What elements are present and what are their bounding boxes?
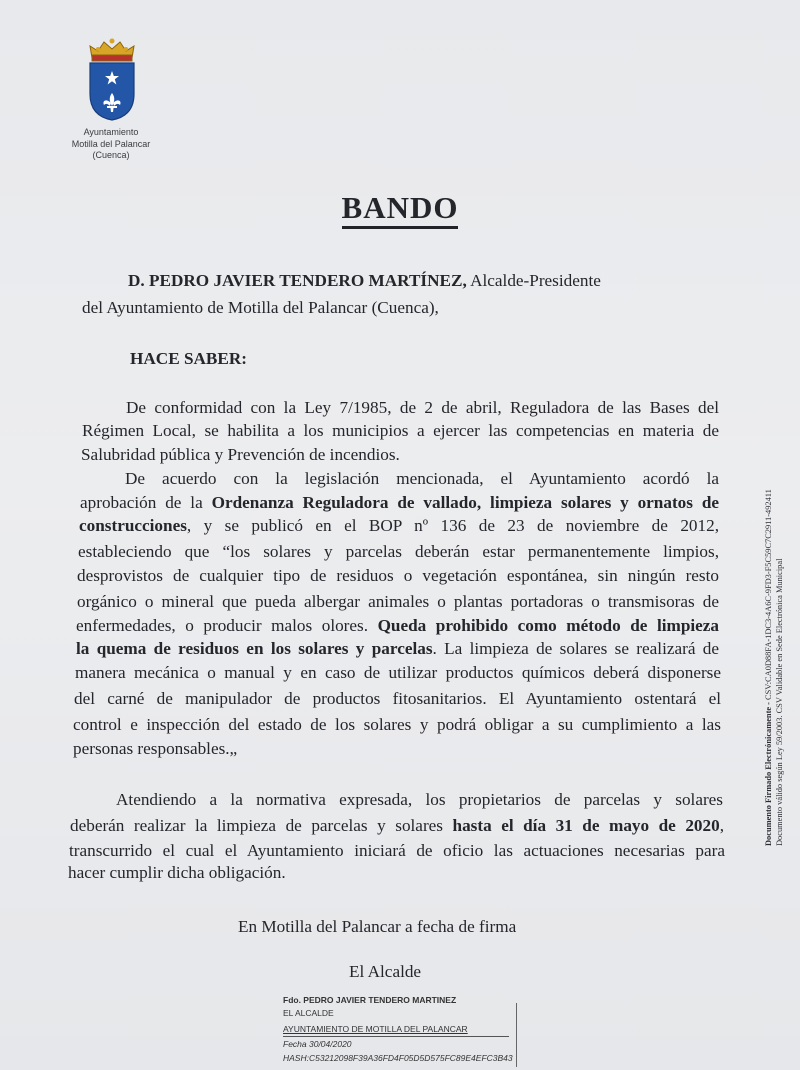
p2-line-6: orgánico o mineral que pueda albergar animales o plantas portadoras o transmisoras de [77, 592, 719, 611]
p2-line-11: control e inspección del estado de los solares y podrá obligar a su cumplimiento a las [73, 715, 721, 734]
closing-place-date: En Motilla del Palancar a fecha de firma [238, 917, 517, 936]
p1-line-2: Régimen Local, se habilita a los municipios a ejercer las competencias en materia de [82, 421, 719, 440]
p2-line-10: del carné de manipulador de productos fitosanitarios. El Ayuntamiento ostentará el [74, 689, 721, 708]
document-title [0, 190, 800, 226]
crest-caption [52, 127, 170, 162]
p2-line-1: De acuerdo con la legislación mencionada, el Ayuntamiento acordó la [125, 469, 719, 488]
p3-line-2: deberán realizar la limpieza de parcelas y solares hasta el día 31 de mayo de 2020, [70, 816, 724, 835]
p2-line-4: estableciendo que “los solares y parcelas deberán estar permanentemente limpios, [78, 542, 719, 561]
p2-line-12: personas responsables.„ [73, 739, 238, 758]
crest-caption-line: Ayuntamiento [83, 127, 139, 137]
signature-role: EL ALCALDE [283, 1008, 334, 1018]
prohibition-text: Queda prohibido como método de limpieza [377, 616, 720, 635]
p3-line-3: transcurrido el cual el Ayuntamiento iniciará de oficio las actuaciones necesarias para [69, 841, 725, 860]
deadline-text: hasta el día 31 de mayo de 2020 [452, 816, 720, 835]
p1-line-1: De conformidad con la Ley 7/1985, de 2 de abril, Reguladora de las Bases del [126, 398, 719, 417]
p2-line-3: construcciones, y se publicó en el BOP nº 136 de 23 de noviembre de 2012, [79, 516, 719, 535]
document-title-text: BANDO [342, 190, 459, 229]
signature-divider [283, 1036, 509, 1037]
p1-line-3: Salubridad pública y Prevención de incendios. [81, 445, 400, 464]
intro-line-1 [128, 270, 601, 292]
hace-saber-heading: HACE SABER: [130, 349, 247, 368]
p2-line-7: enfermedades, o producir malos olores. Queda prohibido como método de limpieza [76, 616, 720, 635]
p2-line-5: desprovistos de cualquier tipo de residuos o vegetación espontánea, sin ningún resto [77, 566, 719, 585]
side-note-line-1: Documento Firmado Electrónicamente - CSV:CA0D88FA-1DC3-4A6C-9FD3-F5C59C7C2911-492411 [764, 489, 773, 846]
signature-margin-line [516, 1003, 517, 1067]
mayor-title: Alcalde-Presidente [466, 271, 601, 290]
crest-caption-line: Motilla del Palancar [71, 138, 151, 149]
p3-line-1: Atendiendo a la normativa expresada, los propietarios de parcelas y solares [116, 790, 723, 809]
prohibition-text-cont: la quema de residuos en los solares y parcelas [76, 639, 433, 658]
intro-line-2: del Ayuntamiento de Motilla del Palancar (Cuenca), [82, 298, 439, 317]
signature-name: Fdo. PEDRO JAVIER TENDERO MARTINEZ [283, 995, 457, 1005]
closing-signer: El Alcalde [349, 962, 422, 981]
side-note-line-2: Documento válido según Ley 59/2003. CSV Validable en Sede Electrónica Municipal [775, 558, 784, 846]
mayor-name: D. PEDRO JAVIER TENDERO MARTÍNEZ, [128, 271, 467, 290]
p3-line-4: hacer cumplir dicha obligación. [68, 863, 286, 882]
p2-line-9: manera mecánica o manual y en caso de utilizar productos químicos deberá disponerse [75, 663, 721, 682]
signature-org: AYUNTAMIENTO DE MOTILLA DEL PALANCAR [283, 1024, 468, 1034]
p2-line-8: la quema de residuos en los solares y parcelas. La limpieza de solares se realizará de [76, 639, 719, 658]
signature-date: Fecha 30/04/2020 [283, 1039, 352, 1049]
municipal-crest-icon [84, 36, 140, 122]
signature-hash: HASH:C53212098F39A36FD4F05D5D575FC89E4EFC3B43 [283, 1053, 513, 1063]
crest-caption-line: (Cuenca) [92, 150, 130, 160]
ordinance-name: Ordenanza Reguladora de vallado, limpieza solares y ornatos de [211, 493, 720, 512]
p2-line-2: aprobación de la Ordenanza Reguladora de vallado, limpieza solares y ornatos de [80, 493, 720, 512]
